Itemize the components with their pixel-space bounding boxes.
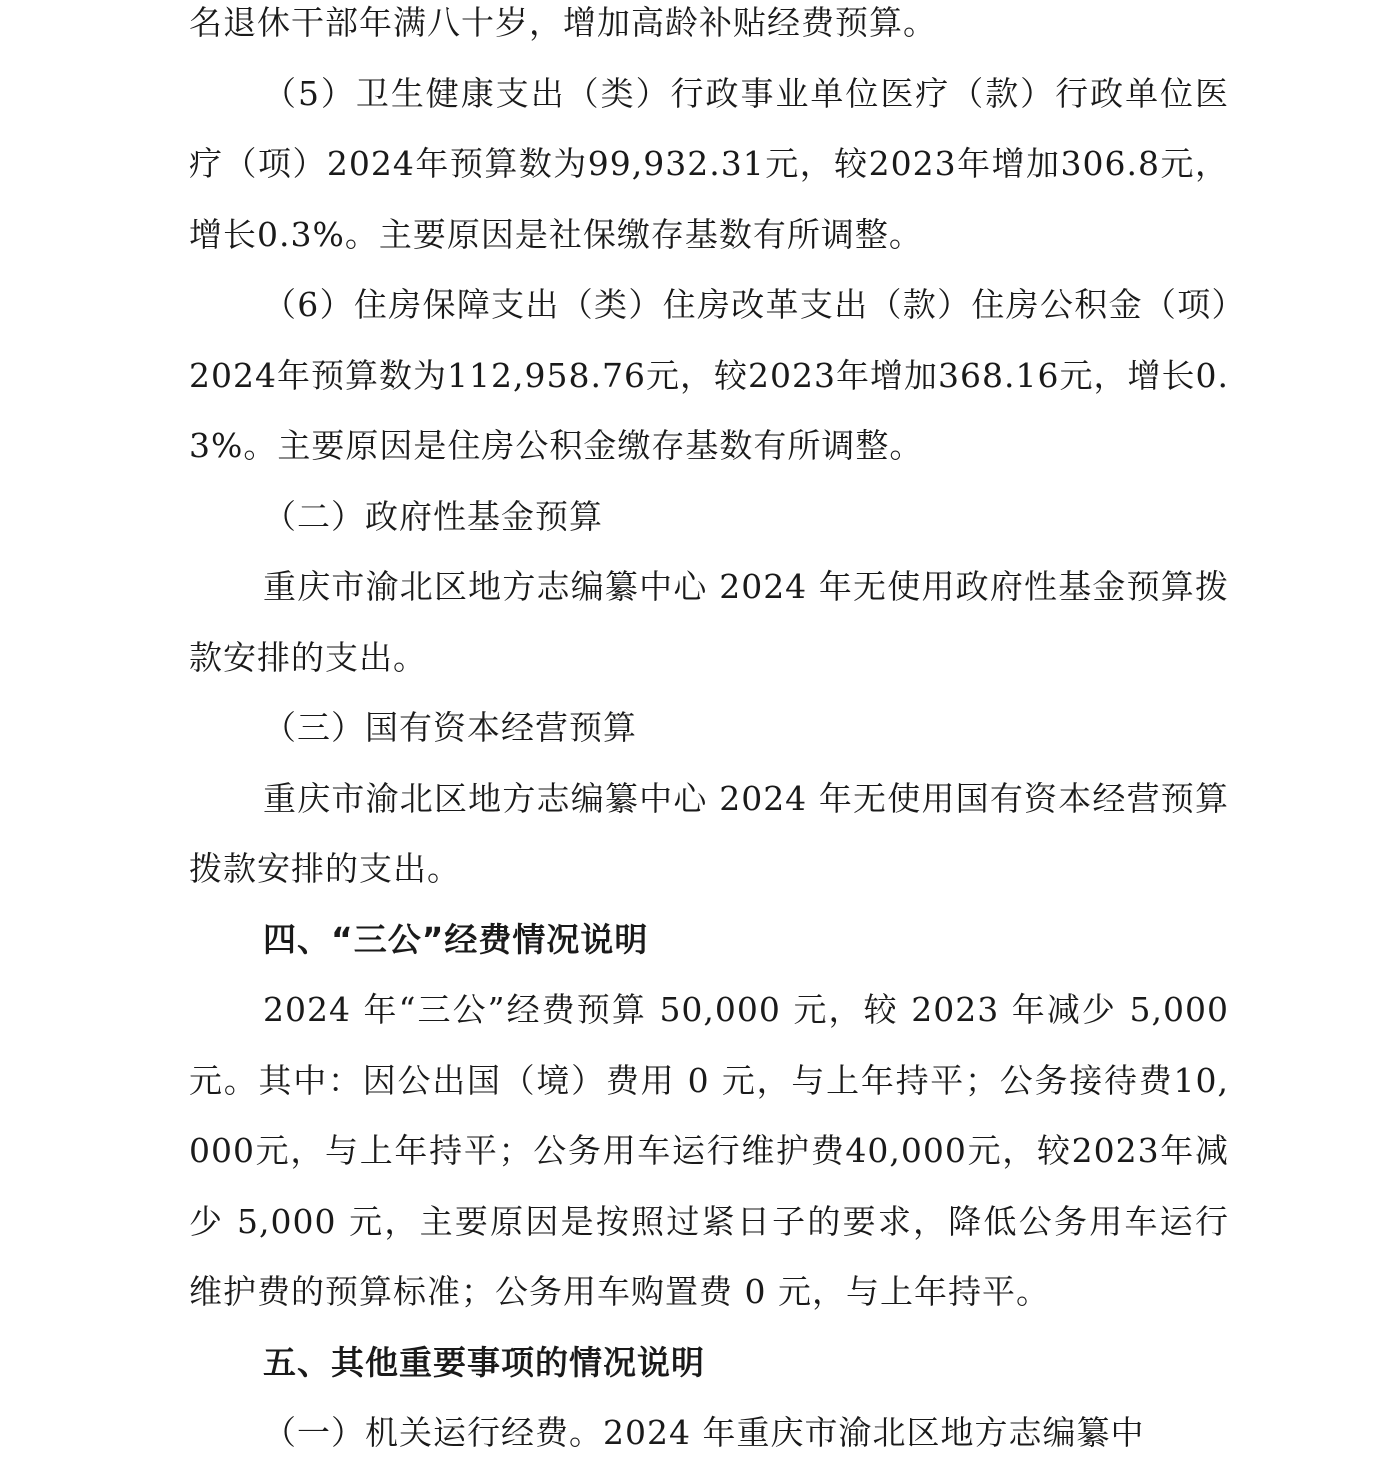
heading-state-capital-budget: （三）国有资本经营预算 [263, 708, 637, 747]
paragraph-government-fund: 重庆市渝北区地方志编纂中心 2024 年无使用政府性基金预算拨款安排的支出。 [189, 567, 1229, 677]
paragraph-retiree-subsidy: 名退休干部年满八十岁，增加高龄补贴经费预算。 [189, 3, 937, 42]
paragraph-three-public-expenses: 2024 年“三公”经费预算 50,000 元，较 2023 年减少 5,000 元。其中：因公出国（境）费用 0 元，与上年持平；公务接待费10,000元，与上年持平；公务用车运行维护费40,000元，较2023年减少 5,000 元，主要原因是按照过紧日子的要求，降低公务用车运行维护费的预算标准；公务用车购置费 0 元，与上年持平。 [189, 990, 1229, 1311]
paragraph-health-expenditure: （5）卫生健康支出（类）行政事业单位医疗（款）行政单位医疗（项）2024年预算数为99,932.31元，较2023年增加306.8元，增长0.3%。主要原因是社保缴存基数有所调整。 [189, 73, 1229, 254]
heading-three-public-expenses: 四、“三公”经费情况说明 [263, 919, 649, 959]
heading-government-fund-budget: （二）政府性基金预算 [263, 496, 603, 536]
paragraph-operating-expenses: （一）机关运行经费。2024 年重庆市渝北区地方志编纂中 [263, 1413, 1145, 1452]
heading-other-matters: 五、其他重要事项的情况说明 [263, 1342, 705, 1382]
paragraph-housing-expenditure: （6）住房保障支出（类）住房改革支出（款）住房公积金（项）2024年预算数为112,958.76元，较2023年增加368.16元，增长0.3%。主要原因是住房公积金缴存基数有所调整。 [189, 285, 1229, 465]
document-page [189, 0, 1229, 1469]
paragraph-state-capital: 重庆市渝北区地方志编纂中心 2024 年无使用国有资本经营预算拨款安排的支出。 [189, 778, 1229, 888]
